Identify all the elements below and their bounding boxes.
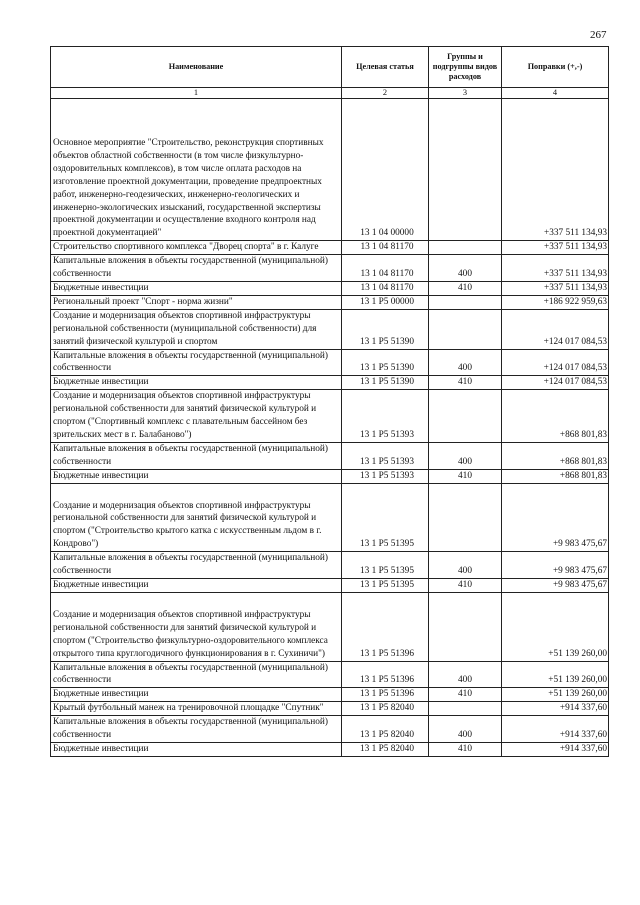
table-row xyxy=(51,579,609,593)
row-target-code: 13 1 P5 51393 xyxy=(342,469,429,483)
table-row xyxy=(51,255,609,282)
row-name: Создание и модернизация объектов спортивной инфраструктуры региональной собственности для занятий физической культурой и спортом ("Спортивный комплекс с плавательным бассейном без зрительских мест в г. Балабаново") xyxy=(51,390,342,443)
table-row xyxy=(51,309,609,349)
column-number: 1 xyxy=(51,88,342,99)
row-amount: +186 922 959,63 xyxy=(502,295,609,309)
row-target-code: 13 1 P5 51390 xyxy=(342,309,429,349)
row-target-code: 13 1 P5 51390 xyxy=(342,349,429,376)
row-name: Капитальные вложения в объекты государственной (муниципальной) собственности xyxy=(51,349,342,376)
row-target-code: 13 1 P5 51390 xyxy=(342,376,429,390)
page-number: 267 xyxy=(590,29,607,41)
header-name: Наименование xyxy=(51,47,342,88)
table-row xyxy=(51,716,609,743)
budget-table xyxy=(50,46,609,757)
row-target-code: 13 1 04 00000 xyxy=(342,99,429,241)
row-amount: +914 337,60 xyxy=(502,702,609,716)
row-name: Создание и модернизация объектов спортивной инфраструктуры региональной собственности для занятий физической культурой и спортом ("Строительство физкультурно-оздоровительного комплекса открытого типа круглогодичного функционирования в г. Сухиничи") xyxy=(51,592,342,661)
row-name: Региональный проект "Спорт - норма жизни" xyxy=(51,295,342,309)
table-row xyxy=(51,376,609,390)
row-name: Бюджетные инвестиции xyxy=(51,688,342,702)
row-target-code: 13 1 P5 51395 xyxy=(342,483,429,552)
column-number: 2 xyxy=(342,88,429,99)
row-name: Капитальные вложения в объекты государственной (муниципальной) собственности xyxy=(51,661,342,688)
row-group-code xyxy=(429,295,502,309)
row-group-code: 400 xyxy=(429,442,502,469)
row-amount: +337 511 134,93 xyxy=(502,99,609,241)
table-row xyxy=(51,295,609,309)
row-name: Бюджетные инвестиции xyxy=(51,281,342,295)
row-amount: +51 139 260,00 xyxy=(502,688,609,702)
row-name: Капитальные вложения в объекты государственной (муниципальной) собственности xyxy=(51,716,342,743)
row-target-code: 13 1 P5 51393 xyxy=(342,390,429,443)
row-group-code xyxy=(429,390,502,443)
row-amount: +868 801,83 xyxy=(502,469,609,483)
table-row xyxy=(51,469,609,483)
row-amount: +51 139 260,00 xyxy=(502,661,609,688)
row-group-code xyxy=(429,592,502,661)
row-group-code xyxy=(429,241,502,255)
header-target: Целевая статья xyxy=(342,47,429,88)
header-row xyxy=(51,47,609,88)
row-group-code xyxy=(429,483,502,552)
table-row xyxy=(51,349,609,376)
row-group-code: 410 xyxy=(429,469,502,483)
row-name: Крытый футбольный манеж на тренировочной площадке "Спутник" xyxy=(51,702,342,716)
row-amount: +914 337,60 xyxy=(502,742,609,756)
row-group-code: 400 xyxy=(429,661,502,688)
row-amount: +868 801,83 xyxy=(502,442,609,469)
row-name: Строительство спортивного комплекса "Дворец спорта" в г. Калуге xyxy=(51,241,342,255)
row-group-code xyxy=(429,309,502,349)
row-group-code xyxy=(429,702,502,716)
row-group-code: 400 xyxy=(429,349,502,376)
column-number: 3 xyxy=(429,88,502,99)
row-target-code: 13 1 P5 51395 xyxy=(342,579,429,593)
row-target-code: 13 1 P5 51396 xyxy=(342,592,429,661)
row-group-code: 410 xyxy=(429,579,502,593)
row-amount: +9 983 475,67 xyxy=(502,483,609,552)
table-row xyxy=(51,661,609,688)
row-amount: +9 983 475,67 xyxy=(502,552,609,579)
row-target-code: 13 1 P5 82040 xyxy=(342,702,429,716)
row-target-code: 13 1 04 81170 xyxy=(342,255,429,282)
row-amount: +914 337,60 xyxy=(502,716,609,743)
row-amount: +9 983 475,67 xyxy=(502,579,609,593)
row-target-code: 13 1 04 81170 xyxy=(342,241,429,255)
row-target-code: 13 1 P5 82040 xyxy=(342,716,429,743)
row-group-code: 400 xyxy=(429,716,502,743)
row-target-code: 13 1 04 81170 xyxy=(342,281,429,295)
table-row xyxy=(51,390,609,443)
header-groups: Группы и подгруппы видов расходов xyxy=(429,47,502,88)
row-amount: +124 017 084,53 xyxy=(502,376,609,390)
row-amount: +51 139 260,00 xyxy=(502,592,609,661)
row-name: Капитальные вложения в объекты государственной (муниципальной) собственности xyxy=(51,442,342,469)
row-amount: +337 511 134,93 xyxy=(502,255,609,282)
row-name: Капитальные вложения в объекты государственной (муниципальной) собственности xyxy=(51,255,342,282)
row-target-code: 13 1 P5 00000 xyxy=(342,295,429,309)
row-name: Бюджетные инвестиции xyxy=(51,742,342,756)
row-group-code: 410 xyxy=(429,688,502,702)
table-row xyxy=(51,702,609,716)
row-amount: +124 017 084,53 xyxy=(502,309,609,349)
table-row xyxy=(51,241,609,255)
table-row xyxy=(51,742,609,756)
row-amount: +868 801,83 xyxy=(502,390,609,443)
row-name: Создание и модернизация объектов спортивной инфраструктуры региональной собственности (муниципальной собственности) для занятий физической культурой и спортом xyxy=(51,309,342,349)
row-target-code: 13 1 P5 82040 xyxy=(342,742,429,756)
table-row xyxy=(51,688,609,702)
header-amendments: Поправки (+,-) xyxy=(502,47,609,88)
row-group-code: 410 xyxy=(429,281,502,295)
row-group-code: 410 xyxy=(429,742,502,756)
table-body xyxy=(51,99,609,757)
row-amount: +337 511 134,93 xyxy=(502,241,609,255)
row-target-code: 13 1 P5 51396 xyxy=(342,661,429,688)
table-row xyxy=(51,442,609,469)
row-amount: +124 017 084,53 xyxy=(502,349,609,376)
row-target-code: 13 1 P5 51396 xyxy=(342,688,429,702)
row-name: Бюджетные инвестиции xyxy=(51,469,342,483)
row-name: Бюджетные инвестиции xyxy=(51,579,342,593)
table-row xyxy=(51,483,609,552)
column-number: 4 xyxy=(502,88,609,99)
row-group-code: 400 xyxy=(429,255,502,282)
row-name: Основное мероприятие "Строительство, реконструкция спортивных объектов областной собственности (в том числе физкультурно-оздоровительных комплексов), в том числе оплата расходов на изготовление проектной документации, проведение предпроектных работ, инженерно-геодезических, инженерно-геологических и инженерно-экологических изысканий, государственной экспертизы проектной документации и осуществление входного контроля над проектной документацией" xyxy=(51,99,342,241)
row-name: Бюджетные инвестиции xyxy=(51,376,342,390)
table-row xyxy=(51,99,609,241)
table-row xyxy=(51,552,609,579)
row-name: Капитальные вложения в объекты государственной (муниципальной) собственности xyxy=(51,552,342,579)
row-target-code: 13 1 P5 51395 xyxy=(342,552,429,579)
row-group-code xyxy=(429,99,502,241)
column-numbers-row xyxy=(51,88,609,99)
table-row xyxy=(51,592,609,661)
table-row xyxy=(51,281,609,295)
row-amount: +337 511 134,93 xyxy=(502,281,609,295)
row-name: Создание и модернизация объектов спортивной инфраструктуры региональной собственности для занятий физической культурой и спортом ("Строительство крытого катка с искусственным льдом в г. Кондрово") xyxy=(51,483,342,552)
row-target-code: 13 1 P5 51393 xyxy=(342,442,429,469)
row-group-code: 400 xyxy=(429,552,502,579)
row-group-code: 410 xyxy=(429,376,502,390)
